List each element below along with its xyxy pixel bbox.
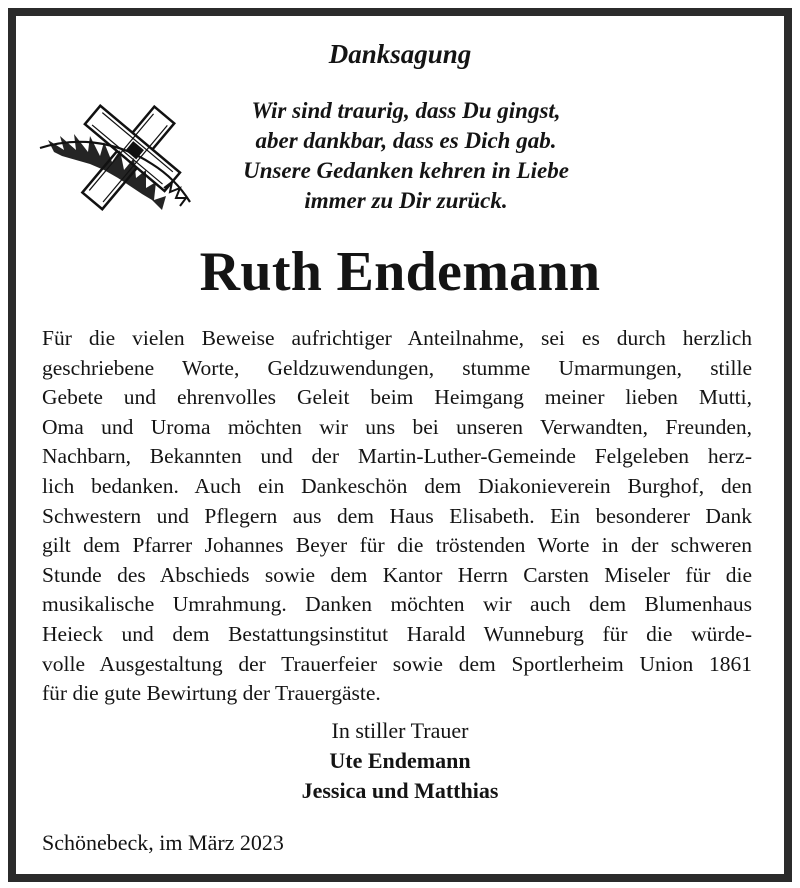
body-line: Heieck und dem Bestattungsinstitut Harald Wunneburg für die würde- bbox=[42, 621, 752, 646]
verse bbox=[196, 96, 616, 216]
body-line: Stunde des Abschieds sowie dem Kantor Herrn Carsten Miseler für die bbox=[42, 562, 752, 587]
body-line: Nachbarn, Bekannten und der Martin-Luther-Gemeinde Felgeleben herz- bbox=[42, 444, 752, 469]
obituary-notice bbox=[8, 8, 792, 882]
signature-block bbox=[16, 716, 784, 806]
deceased-name: Ruth Endemann bbox=[199, 241, 601, 303]
verse-line: Unsere Gedanken kehren in Liebe bbox=[243, 158, 569, 183]
body-line: Gebete und ehrenvolles Geleit beim Heimgang meiner lieben Mutti, bbox=[42, 385, 752, 410]
place-and-date: Schönebeck, im März 2023 bbox=[42, 830, 284, 855]
cross-with-palm-branch-icon bbox=[34, 104, 192, 212]
notice-heading: Danksagung bbox=[328, 39, 472, 69]
closing-phrase: In stiller Trauer bbox=[331, 718, 469, 743]
body-line: für die gute Bewirtung der Trauergäste. bbox=[42, 681, 381, 706]
body-line: Für die vielen Beweise aufrichtiger Anteilnahme, sei es durch herzlich bbox=[42, 326, 752, 350]
body-line: gilt dem Pfarrer Johannes Beyer für die tröstenden Worte in der schweren bbox=[42, 533, 752, 558]
body-line: lich bedanken. Auch ein Dankeschön dem Diakonieverein Burghof, den bbox=[42, 473, 752, 498]
body-line: Oma und Uroma möchten wir uns bei unseren Verwandten, Freunden, bbox=[42, 414, 752, 439]
body-line: volle Ausgestaltung der Trauerfeier sowie dem Sportlerheim Union 1861 bbox=[42, 651, 752, 676]
thank-you-text bbox=[42, 324, 752, 709]
verse-line: aber dankbar, dass es Dich gab. bbox=[255, 128, 557, 153]
signatory: Ute Endemann bbox=[329, 748, 471, 773]
verse-line: Wir sind traurig, dass Du gingst, bbox=[251, 98, 561, 123]
signatory: Jessica und Matthias bbox=[301, 778, 499, 803]
body-line: geschriebene Worte, Geldzuwendungen, stumme Umarmungen, stille bbox=[42, 355, 752, 380]
body-line: Schwestern und Pflegern aus dem Haus Elisabeth. Ein besonderer Dank bbox=[42, 503, 752, 528]
body-line: musikalische Umrahmung. Danken möchten wir auch dem Blumenhaus bbox=[42, 592, 752, 617]
verse-line: immer zu Dir zurück. bbox=[304, 188, 508, 213]
